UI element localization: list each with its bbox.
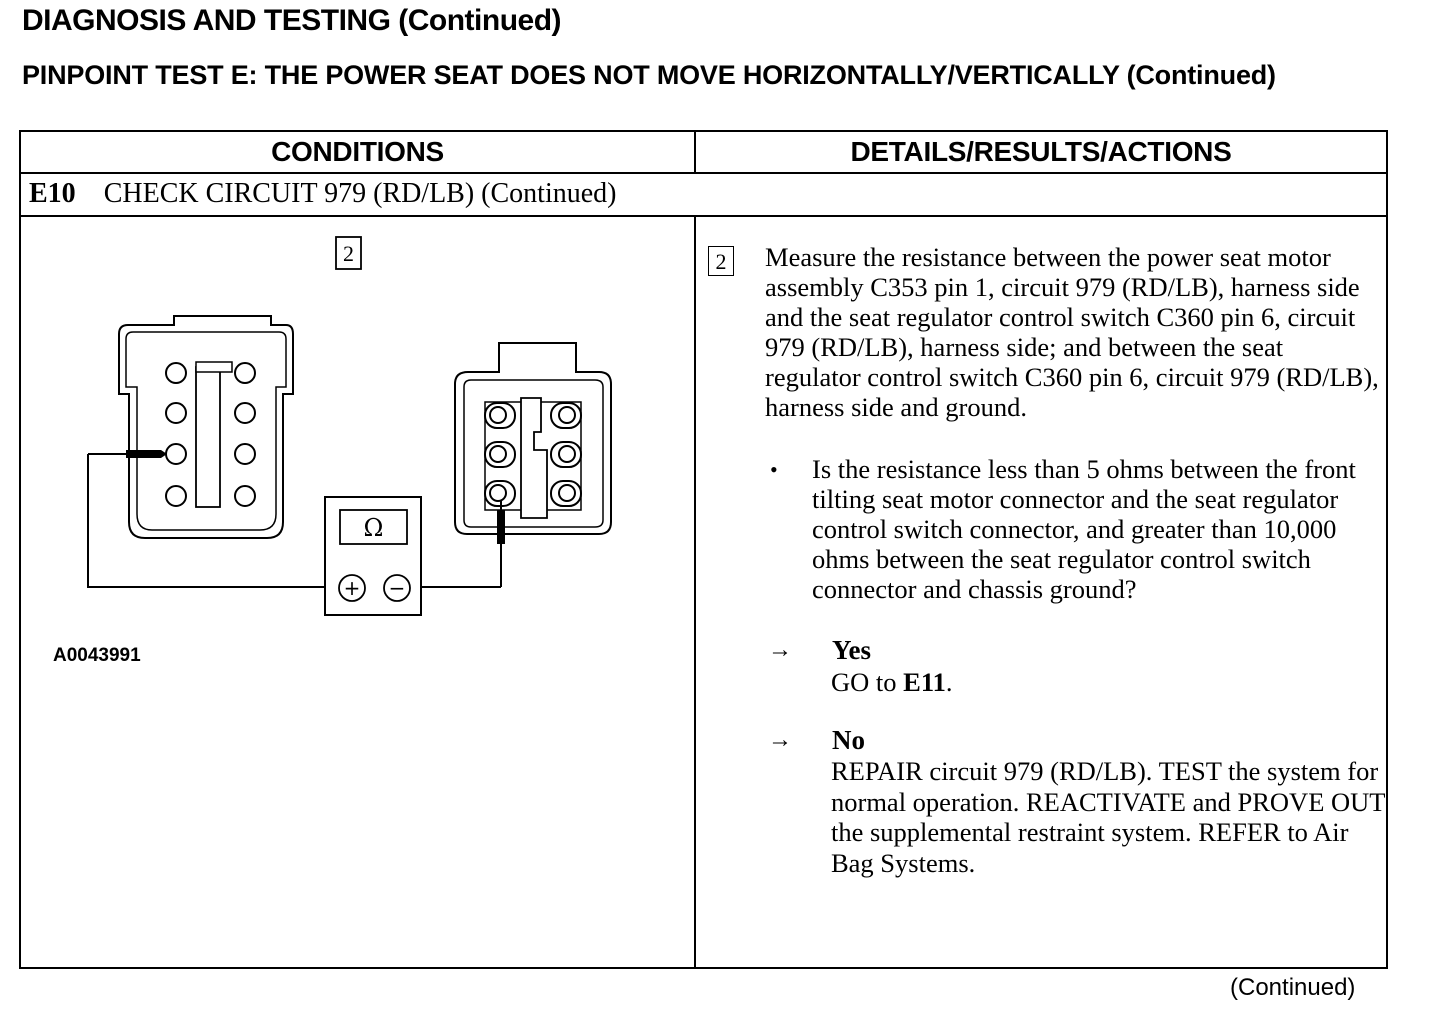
step-divider <box>21 215 1386 217</box>
header-column-divider <box>694 132 696 174</box>
ohmmeter-connector-diagram <box>21 222 691 642</box>
test-leads <box>88 450 505 587</box>
no-arrow-icon: → <box>768 727 792 753</box>
step-id: E10 <box>29 178 76 209</box>
instruction-text: Measure the resistance between the power seat motor assembly C353 pin 1, circuit 979 (RD/LB), harness side and the seat regulator control switch C360 pin 6, circuit 979 (RD/LB), harness side; and between the seat regulator control switch C360 pin 6, circuit 979 (RD/LB), harness side and ground. <box>765 242 1379 422</box>
yes-action-target: E11 <box>903 667 946 697</box>
step-title: CHECK CIRCUIT 979 (RD/LB) (Continued) <box>103 178 617 209</box>
yes-label: Yes <box>832 635 871 665</box>
ohm-symbol: Ω <box>363 514 384 542</box>
question-text: Is the resistance less than 5 ohms between the front tilting seat motor connector and the seat regulator control switch connector, and greater than 10,000 ohms between the seat regulator control switch connector and chassis ground? <box>812 454 1356 604</box>
figure-id: A0043991 <box>53 645 141 666</box>
ohmmeter <box>325 497 421 615</box>
yes-arrow-icon: → <box>768 637 792 663</box>
question-bullet: • <box>770 457 778 482</box>
no-label: No <box>832 725 865 755</box>
motor-connector-c353 <box>119 316 293 538</box>
header-divider <box>21 172 1386 174</box>
details-step-box: 2 <box>708 246 734 276</box>
conditions-column-header: CONDITIONS <box>271 136 444 167</box>
diagram-step-number: 2 <box>343 241 354 266</box>
pinpoint-test-table <box>19 130 1388 969</box>
yes-action-suffix: . <box>945 667 953 697</box>
page-heading: DIAGNOSIS AND TESTING (Continued) <box>22 4 562 37</box>
minus-symbol: − <box>388 576 406 600</box>
yes-action-prefix: GO to <box>831 667 897 697</box>
step-row <box>29 178 617 210</box>
plus-symbol: + <box>343 576 361 600</box>
switch-connector-c360 <box>455 343 611 534</box>
details-column-header: DETAILS/RESULTS/ACTIONS <box>850 136 1232 167</box>
body-column-divider <box>694 217 696 967</box>
yes-action <box>831 667 1391 698</box>
no-action: REPAIR circuit 979 (RD/LB). TEST the system for normal operation. REACTIVATE and PROVE OUT the supplemental restraint system. REFER to Air Bag Systems. <box>831 756 1385 878</box>
continued-footer: (Continued) <box>1230 974 1356 1001</box>
diagram-step-box <box>336 237 361 269</box>
pinpoint-test-title: PINPOINT TEST E: THE POWER SEAT DOES NOT MOVE HORIZONTALLY/VERTICALLY (Continued) <box>22 60 1276 90</box>
